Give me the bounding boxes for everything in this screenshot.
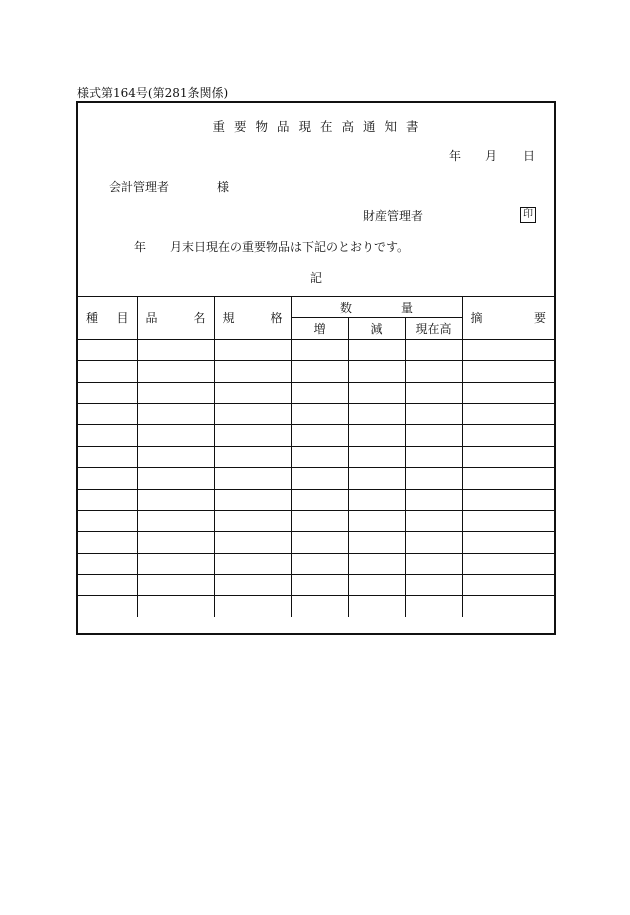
table-cell[interactable]: [348, 468, 405, 489]
table-cell[interactable]: [78, 382, 137, 403]
form-title: 重要物品現在高通知書: [212, 119, 428, 134]
table-row: [78, 575, 554, 596]
table-cell[interactable]: [214, 575, 291, 596]
table-cell[interactable]: [78, 361, 137, 382]
header-spec: 規 格: [214, 297, 291, 340]
table-cell[interactable]: [137, 425, 214, 446]
table-cell[interactable]: [214, 425, 291, 446]
table-cell[interactable]: [405, 553, 462, 574]
table-cell[interactable]: [348, 575, 405, 596]
table-cell[interactable]: [291, 575, 348, 596]
table-cell[interactable]: [291, 510, 348, 531]
table-cell[interactable]: [214, 510, 291, 531]
table-cell[interactable]: [291, 489, 348, 510]
table-cell[interactable]: [291, 339, 348, 360]
table-cell[interactable]: [291, 382, 348, 403]
table-cell[interactable]: [405, 339, 462, 360]
table-cell[interactable]: [405, 468, 462, 489]
table-row: [78, 382, 554, 403]
table-row: [78, 361, 554, 382]
table-cell[interactable]: [405, 403, 462, 424]
form-frame: [76, 101, 556, 635]
seal-mark: 印: [520, 207, 536, 223]
table-cell[interactable]: [462, 532, 554, 553]
table-cell[interactable]: [78, 446, 137, 467]
table-cell[interactable]: [137, 382, 214, 403]
table-cell[interactable]: [405, 446, 462, 467]
table-cell[interactable]: [462, 339, 554, 360]
table-cell[interactable]: [137, 446, 214, 467]
table-cell[interactable]: [214, 468, 291, 489]
header-quantity: 数 量: [291, 297, 462, 318]
table-cell[interactable]: [214, 382, 291, 403]
addressee-honorific: 様: [217, 180, 230, 194]
table-cell[interactable]: [78, 553, 137, 574]
table-row: [78, 553, 554, 574]
addressee-name: 会計管理者: [109, 180, 170, 194]
table-row: [78, 425, 554, 446]
table-cell[interactable]: [462, 553, 554, 574]
table-row: [78, 489, 554, 510]
table-cell[interactable]: [137, 489, 214, 510]
table-row: [78, 339, 554, 360]
table-cell[interactable]: [348, 403, 405, 424]
table-cell[interactable]: [291, 468, 348, 489]
table-cell[interactable]: [405, 575, 462, 596]
table-cell[interactable]: [78, 339, 137, 360]
table-cell[interactable]: [214, 361, 291, 382]
table-cell[interactable]: [462, 510, 554, 531]
table-cell[interactable]: [462, 425, 554, 446]
table-cell[interactable]: [291, 596, 348, 617]
header-increase: 増: [291, 318, 348, 339]
table-cell[interactable]: [78, 510, 137, 531]
table-cell[interactable]: [214, 596, 291, 617]
table-cell[interactable]: [214, 553, 291, 574]
table-row: [78, 446, 554, 467]
table-cell[interactable]: [291, 446, 348, 467]
table-cell[interactable]: [214, 446, 291, 467]
header-decrease: 減: [348, 318, 405, 339]
table-cell[interactable]: [348, 425, 405, 446]
table-cell[interactable]: [291, 403, 348, 424]
table-cell[interactable]: [78, 596, 137, 617]
table-cell[interactable]: [462, 361, 554, 382]
table-cell[interactable]: [348, 510, 405, 531]
table-cell[interactable]: [291, 425, 348, 446]
table-cell[interactable]: [137, 403, 214, 424]
table-cell[interactable]: [348, 553, 405, 574]
table-cell[interactable]: [348, 489, 405, 510]
table-row: [78, 468, 554, 489]
table-cell[interactable]: [405, 425, 462, 446]
table-row: [78, 510, 554, 531]
table-cell[interactable]: [405, 596, 462, 617]
statement-text: 月末日現在の重要物品は下記のとおりです。: [170, 240, 410, 254]
table-row: [78, 403, 554, 424]
table-cell[interactable]: [78, 425, 137, 446]
table-row: [78, 532, 554, 553]
table-cell[interactable]: [462, 403, 554, 424]
table-cell[interactable]: [137, 510, 214, 531]
table-cell[interactable]: [462, 596, 554, 617]
form-number: 様式第164号(第281条関係): [77, 86, 229, 100]
table-cell[interactable]: [137, 575, 214, 596]
items-table: [78, 296, 554, 617]
table-cell[interactable]: [78, 468, 137, 489]
table-cell[interactable]: [78, 575, 137, 596]
table-cell[interactable]: [462, 489, 554, 510]
ki-label: 記: [310, 271, 323, 285]
table-cell[interactable]: [291, 553, 348, 574]
table-cell[interactable]: [78, 489, 137, 510]
table-cell[interactable]: [137, 596, 214, 617]
table-cell[interactable]: [137, 468, 214, 489]
table-cell[interactable]: [462, 382, 554, 403]
table-cell[interactable]: [348, 532, 405, 553]
table-cell[interactable]: [214, 532, 291, 553]
date-year-label: 年: [449, 149, 462, 163]
table-cell[interactable]: [348, 382, 405, 403]
table-row: [78, 596, 554, 617]
table-cell[interactable]: [291, 532, 348, 553]
table-cell[interactable]: [405, 382, 462, 403]
table-cell[interactable]: [348, 596, 405, 617]
table-cell[interactable]: [462, 575, 554, 596]
table-cell[interactable]: [137, 361, 214, 382]
header-name: 品 名: [137, 297, 214, 340]
table-cell[interactable]: [348, 446, 405, 467]
sender-name: 財産管理者: [363, 209, 424, 223]
date-day-label: 日: [523, 149, 536, 163]
table-cell[interactable]: [78, 403, 137, 424]
table-cell[interactable]: [214, 489, 291, 510]
table-cell[interactable]: [348, 361, 405, 382]
header-current: 現在高: [405, 318, 462, 339]
header-type: 種 目: [78, 297, 137, 340]
table-cell[interactable]: [348, 339, 405, 360]
statement-year-label: 年: [134, 240, 147, 254]
table-cell[interactable]: [405, 361, 462, 382]
table-cell[interactable]: [137, 553, 214, 574]
table-cell[interactable]: [462, 468, 554, 489]
table-cell[interactable]: [462, 446, 554, 467]
table-cell[interactable]: [405, 489, 462, 510]
table-cell[interactable]: [137, 532, 214, 553]
table-cell[interactable]: [291, 361, 348, 382]
header-remarks: 摘 要: [462, 297, 554, 340]
table-cell[interactable]: [214, 403, 291, 424]
table-cell[interactable]: [78, 532, 137, 553]
table-cell[interactable]: [137, 339, 214, 360]
table-cell[interactable]: [405, 510, 462, 531]
table-cell[interactable]: [214, 339, 291, 360]
table-cell[interactable]: [405, 532, 462, 553]
date-month-label: 月: [485, 149, 498, 163]
table-body: [78, 339, 554, 617]
